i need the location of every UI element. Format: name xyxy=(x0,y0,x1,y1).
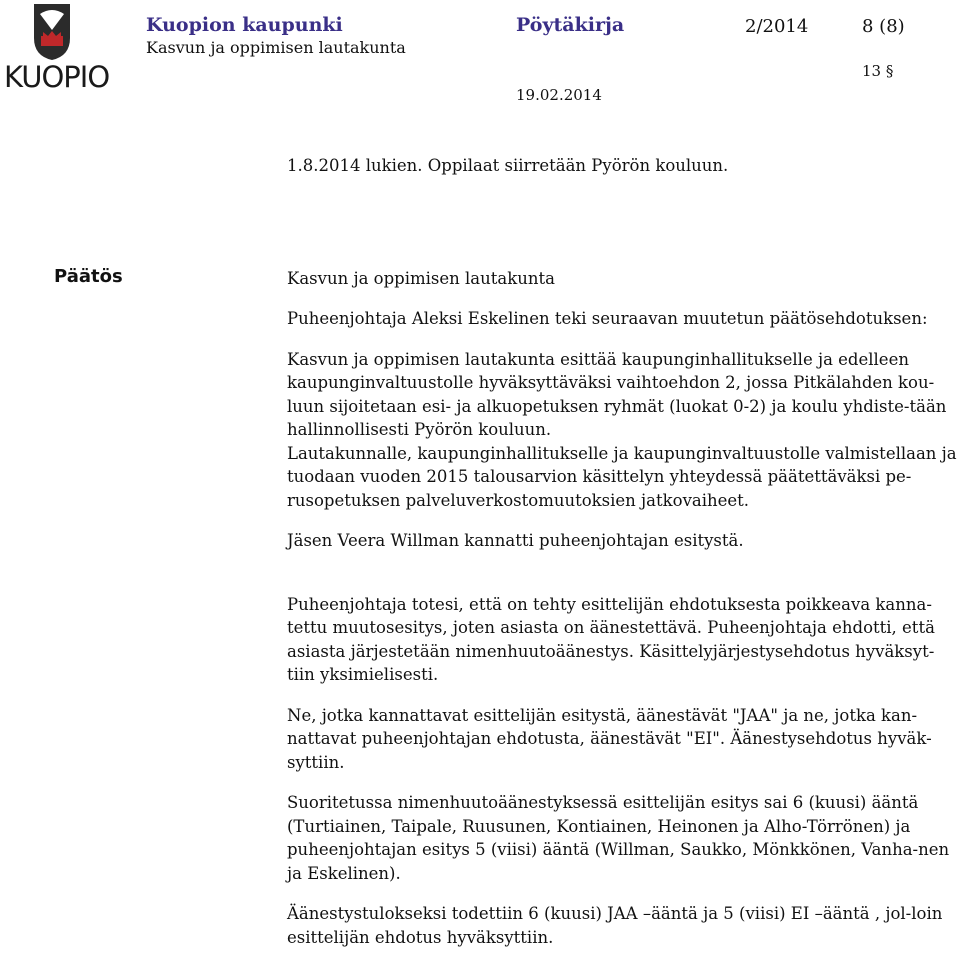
document-body xyxy=(287,154,959,949)
paragraph-seconded: Jäsen Veera Willman kannatti puheenjohtajan esitystä. xyxy=(287,531,744,550)
document-type: Pöytäkirja xyxy=(516,14,625,36)
board-name: Kasvun ja oppimisen lautakunta xyxy=(146,38,406,57)
side-heading-decision: Päätös xyxy=(54,266,123,287)
paragraph-chair-proposal: Puheenjohtaja Aleksi Eskelinen teki seuraavan muutetun päätösehdotuksen: xyxy=(287,309,928,328)
logo-text: KUOPIO xyxy=(4,60,110,94)
document-number: 2/2014 xyxy=(745,16,809,37)
paragraph-vote-result: Suoritetussa nimenhuutoäänestyksessä esittelijän esitys sai 6 (kuusi) ääntä (Turtiainen, Taipale, Ruusunen, Kontiainen, Heinonen ja Alho-Törrönen) ja puheenjohtajan esitys 5 (viisi) ääntä (Willman, Saukko, Mönkkönen, Vanha-nen ja Eskelinen). xyxy=(287,793,950,883)
meeting-date: 19.02.2014 xyxy=(516,86,602,104)
paragraph-vote-options: Ne, jotka kannattavat esittelijän esitystä, äänestävät "JAA" ja ne, jotka kan-nattavat puheenjohtajan ehdotusta, äänestävät "EI". Äänestysehdotus hyväk-syttiin. xyxy=(287,705,932,772)
paragraph-vote-needed: Puheenjohtaja totesi, että on tehty esittelijän ehdotuksesta poikkeava kanna-tettu muutosesitys, joten asiasta on äänestettävä. Puheenjohtaja ehdotti, että asiasta järjestetään nimenhuutoäänestys. Käsittelyjärjestysehdotus hyväksyt-tiin yksimielisesti. xyxy=(287,594,935,684)
paragraph-proposal-text: Kasvun ja oppimisen lautakunta esittää kaupunginhallitukselle ja edelleen kaupunginvaltuustolle hyväksyttäväksi vaihtoehdon 2, jossa Pitkälahden kou-luun sijoitetaan esi- ja alkuopetuksen ryhmät (luokat 0-2) ja koulu yhdiste-tään hallinnollisesti Pyörön kouluun. xyxy=(287,349,947,439)
paragraph-board: Kasvun ja oppimisen lautakunta xyxy=(287,268,555,288)
paragraph-continuation: 1.8.2014 lukien. Oppilaat siirretään Pyörön kouluun. xyxy=(287,156,729,175)
coat-of-arms-icon xyxy=(4,2,100,62)
organization-name: Kuopion kaupunki xyxy=(146,14,343,36)
section-number: 13 § xyxy=(862,62,894,80)
page-number: 8 (8) xyxy=(862,16,905,37)
paragraph-further-prep: Lautakunnalle, kaupunginhallitukselle ja kaupunginvaltuustolle valmistellaan ja tuodaan vuoden 2015 talousarvion käsittelyn yhteydessä päätettäväksi pe-rusopetuksen palveluverkostomuutoksien jatkovaiheet. xyxy=(287,443,957,510)
paragraph-conclusion: Äänestystulokseksi todettiin 6 (kuusi) JAA –ääntä ja 5 (viisi) EI –ääntä , jol-loin esittelijän ehdotus hyväksyttiin. xyxy=(287,904,943,947)
kuopio-logo xyxy=(4,2,110,102)
